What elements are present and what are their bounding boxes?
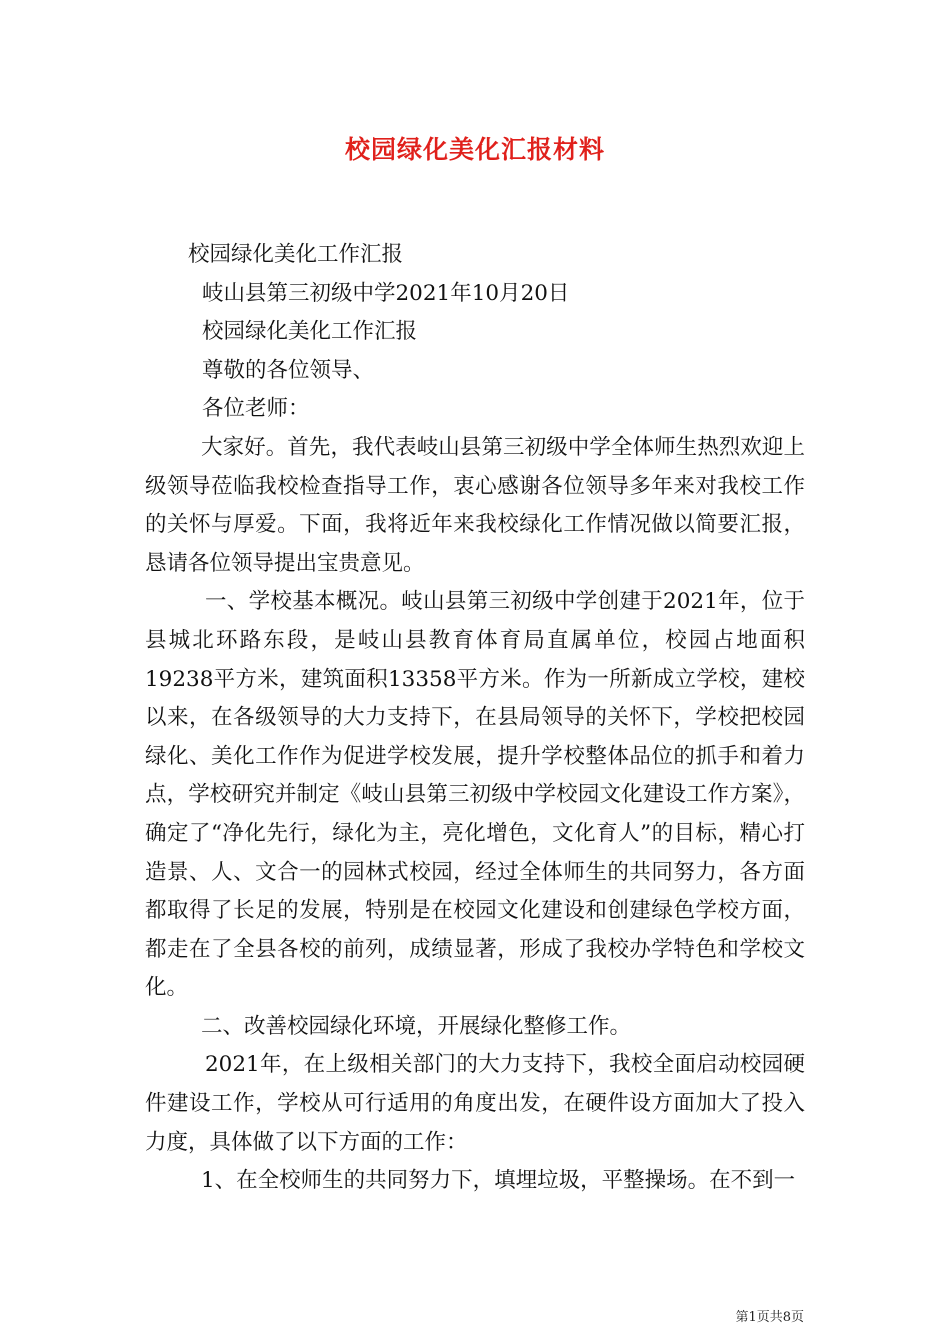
salutation-leaders: 尊敬的各位领导、	[202, 357, 375, 383]
salutation-teachers: 各位老师：	[202, 396, 310, 422]
report-subtitle: 校园绿化美化工作汇报	[188, 242, 404, 267]
paragraph-school-overview: 一、学校基本概况。岐山县第三初级中学创建于2021年，位于县城北环路东段，是岐山县教育体育局直属单位，校园占地面积19238平方米，建筑面积13358平方米。作为一所新成立学校，建校以来，在各级领导的大力支持下，在县局领导的关怀下，学校把校园绿化、美化工作作为促进学校发展，提升学校整体品位的抓手和着力点，学校研究并制定《岐山县第三初级中学校园文化建设工作方案》，确定了“净化先行，绿化为主，亮化增色，文化育人”的目标，精心打造景、人、文合一的园林式校园，经过全体师生的共同努力，各方面都取得了长足的发展，特别是在校园文化建设和创建绿色学校方面，都走在了全县各校的前列，成绩显著，形成了我校办学特色和学校文化。	[145, 589, 805, 1001]
document-body	[145, 236, 805, 1201]
paragraph-greeting: 大家好。首先，我代表岐山县第三初级中学全体师生热烈欢迎上级领导莅临我校检查指导工作，衷心感谢各位领导多年来对我校工作的关怀与厚爱。下面，我将近年来我校绿化工作情况做以简要汇报，恳请各位领导提出宝贵意见。	[145, 434, 805, 576]
school-date-line: 岐山县第三初级中学2021年10月20日	[202, 280, 570, 306]
paragraph-hardware-construction: 2021年，在上级相关部门的大力支持下，我校全面启动校园硬件建设工作，学校从可行适用的角度出发，在硬件设方面加大了投入力度，具体做了以下方面的工作：	[145, 1052, 805, 1155]
report-heading: 校园绿化美化工作汇报	[202, 319, 418, 345]
paragraph-item-1: 1、在全校师生的共同努力下，填埋垃圾，平整操场。在不到一	[201, 1168, 796, 1194]
page-number: 第1页共8页	[735, 1310, 804, 1325]
page-title: 校园绿化美化汇报材料	[344, 135, 605, 164]
section-heading-greening: 二、改善校园绿化环境，开展绿化整修工作。	[201, 1013, 632, 1039]
